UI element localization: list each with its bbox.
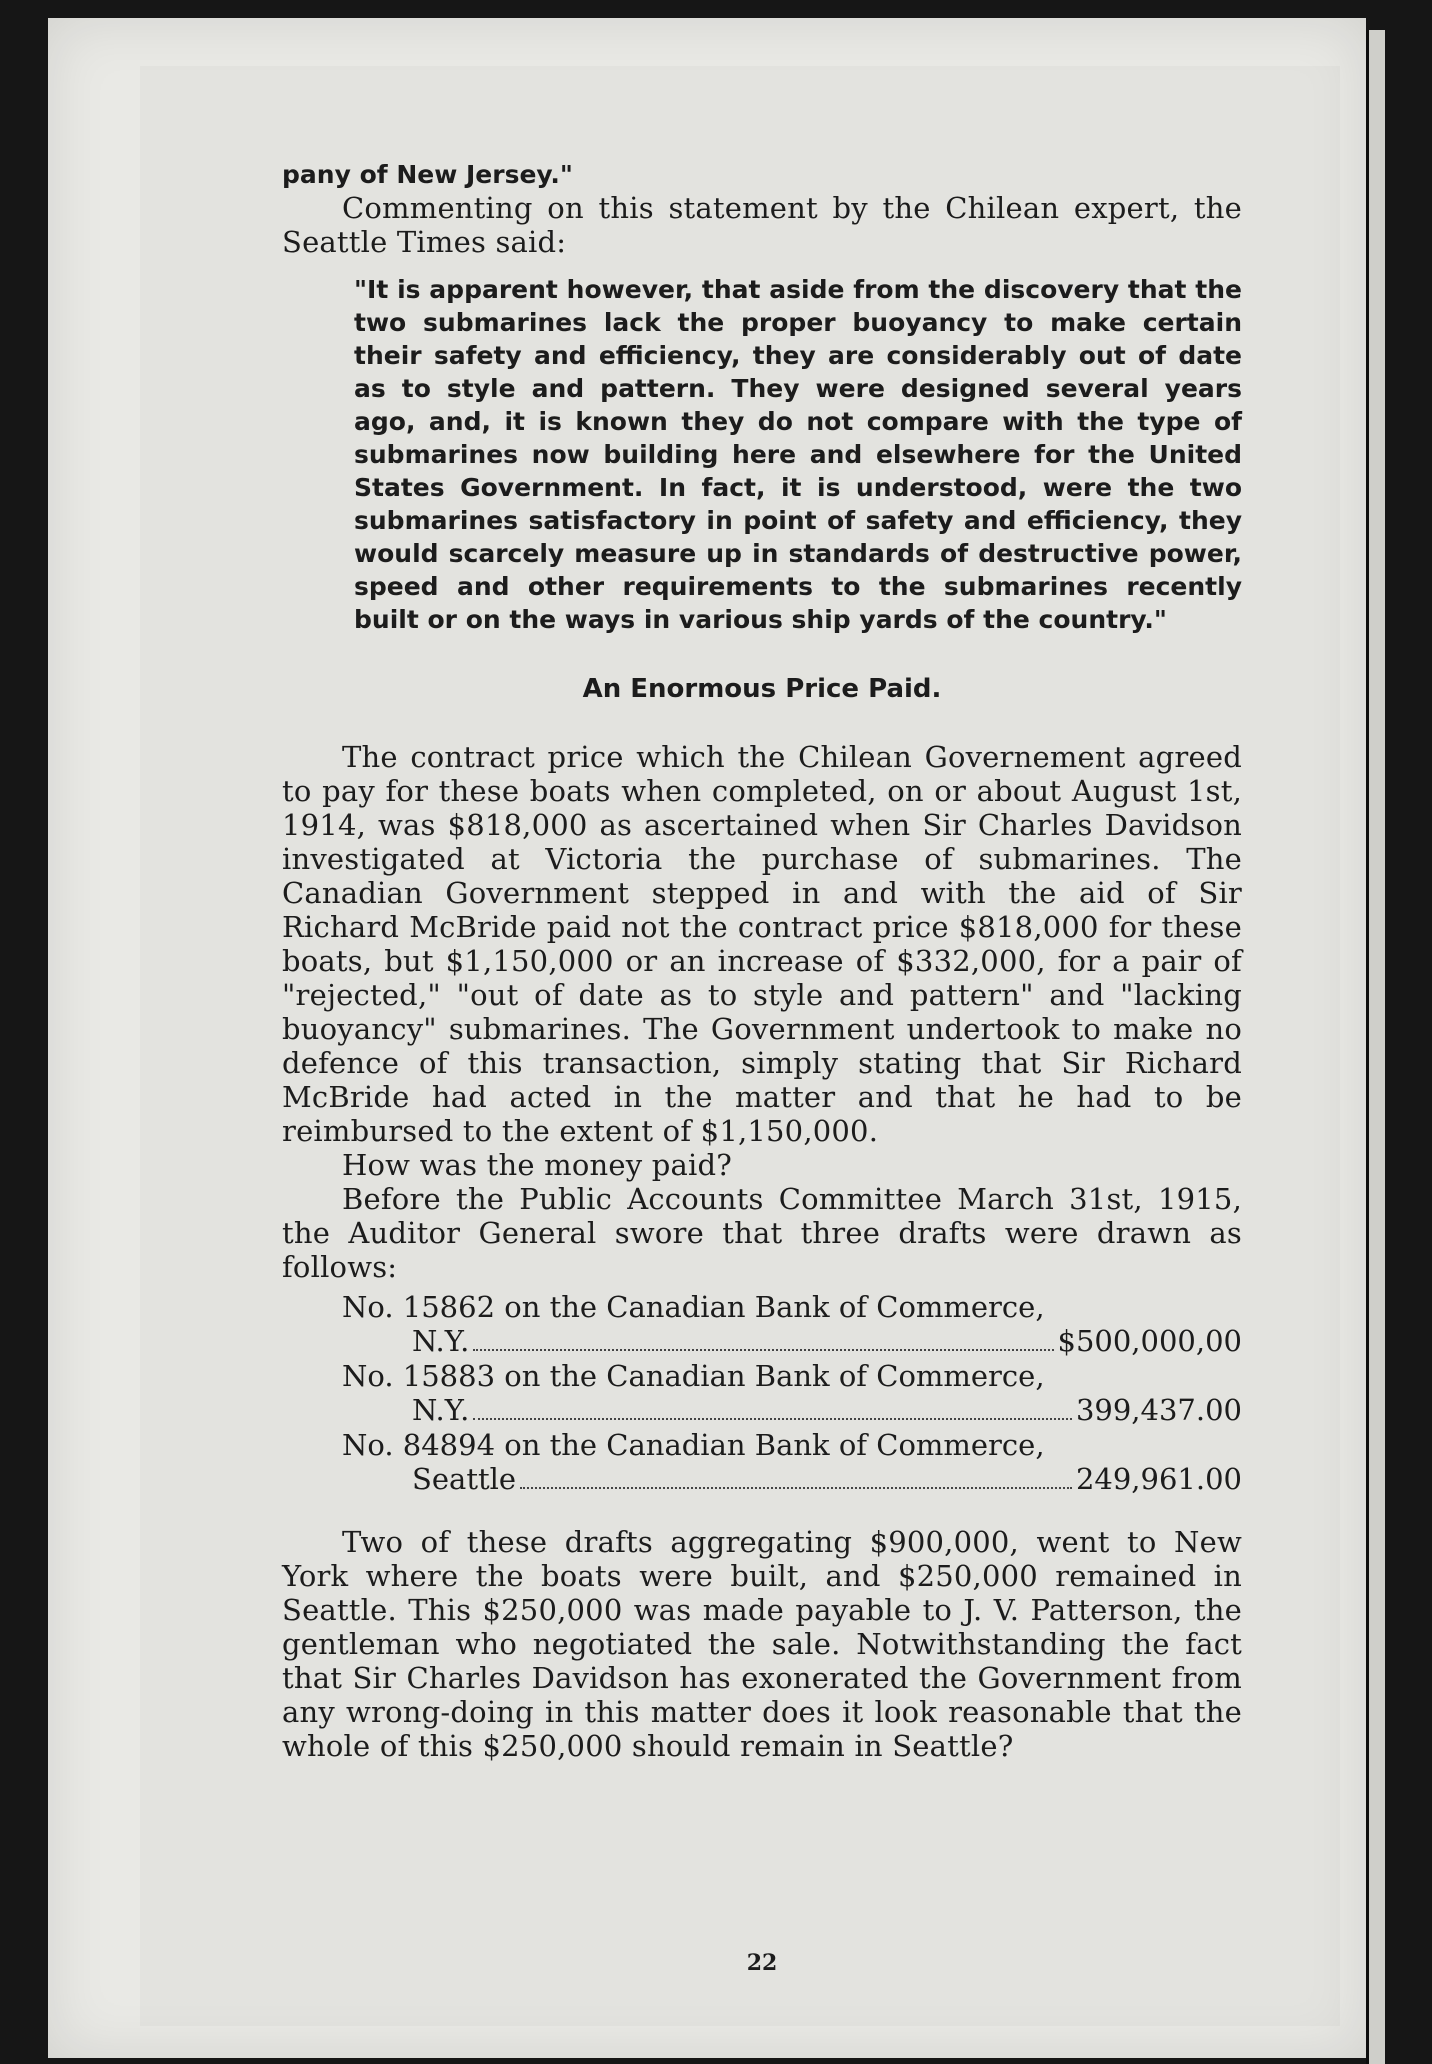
draft-amount-line: [342, 1462, 1242, 1497]
draft-description: No. 15862 on the Canadian Bank of Commerce,: [342, 1290, 1045, 1324]
draft-amount: 249,961.00: [1075, 1462, 1242, 1496]
page-number: 22: [746, 1950, 778, 1976]
dot-leader: [520, 1487, 1072, 1489]
paragraph-auditor-general: Before the Public Accounts Committee March 31st, 1915, the Auditor General swore that three drafts were drawn as follows:: [282, 1182, 1242, 1284]
draft-place: N.Y.: [412, 1324, 470, 1358]
paragraph-how-paid: How was the money paid?: [342, 1148, 732, 1182]
draft-place: N.Y.: [412, 1393, 470, 1427]
section-heading: An Enormous Price Paid.: [582, 674, 942, 704]
seattle-times-quote: "It is apparent however, that aside from the discovery that the two submarines lack the proper buoyancy to make certain their safety and efficiency, they are considerably out of date as to style and pattern. They were designed several years ago, and, it is known they do not compare with the type of submarines now building here and elsewhere for the United States Government. In fact, it is understood, were the two submarines satisfactory in point of safety and efficiency, they would scarcely measure up in standards of destructive power, speed and other requirements to the submarines recently built or on the ways in various ship yards of the country.": [354, 275, 1242, 634]
continued-quote-ending: pany of New Jersey.": [282, 160, 573, 189]
draft-amount-line: [342, 1324, 1242, 1359]
paragraph-contract-price: The contract price which the Chilean Governement agreed to pay for these boats when completed, on or about August 1st, 1914, was $818,000 as ascertained when Sir Charles Davidson investigated at Victoria the purchase of submarines. The Canadian Government stepped in and with the aid of Sir Richard McBride paid not the contract price $818,000 for these boats, but $1,150,000 or an increase of $332,000, for a pair of "rejected," "out of date as to style and pattern" and "lacking buoyancy" submarines. The Government undertook to make no defence of this transaction, simply stating that Sir Richard McBride had acted in the matter and that he had to be reimbursed to the extent of $1,150,000.: [282, 740, 1242, 1148]
draft-item: [342, 1359, 1242, 1428]
draft-amount: $500,000,00: [1057, 1324, 1242, 1358]
draft-description: No. 84894 on the Canadian Bank of Commerce,: [342, 1428, 1045, 1462]
page-body: [282, 158, 1242, 1976]
draft-item: [342, 1290, 1242, 1359]
drafts-list: [342, 1290, 1242, 1497]
dot-leader: [473, 1349, 1053, 1351]
dot-leader: [473, 1418, 1072, 1420]
draft-item: [342, 1428, 1242, 1497]
draft-amount-line: [342, 1393, 1242, 1428]
draft-amount: 399,437.00: [1075, 1393, 1242, 1427]
draft-place: Seattle: [412, 1462, 517, 1496]
paragraph-commenting: Commenting on this statement by the Chilean expert, the Seattle Times said:: [282, 191, 1242, 259]
paragraph-two-drafts: Two of these drafts aggregating $900,000, went to New York where the boats were built, and $250,000 remained in Seattle. This $250,000 was made payable to J. V. Patterson, the gentleman who negotiated the sale. Notwithstanding the fact that Sir Charles Davidson has exonerated the Government from any wrong-doing in this matter does it look reasonable that the whole of this $250,000 should remain in Seattle?: [282, 1525, 1242, 1763]
next-page-edge: [1366, 30, 1385, 2064]
draft-description: No. 15883 on the Canadian Bank of Commerce,: [342, 1359, 1045, 1393]
